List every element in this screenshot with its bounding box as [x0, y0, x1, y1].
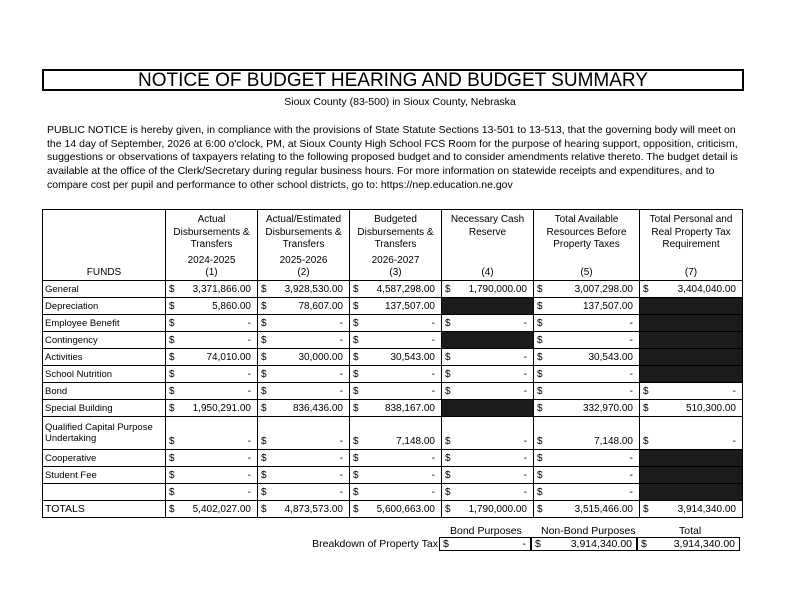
amount-cell — [350, 484, 442, 501]
currency-sign: $ — [537, 369, 543, 380]
currency-sign: $ — [261, 504, 267, 515]
amount-cell — [442, 281, 534, 298]
blank-cell — [640, 332, 743, 349]
amount: 332,970.00 — [582, 403, 633, 414]
currency-sign: $ — [445, 453, 451, 464]
amount-cell — [442, 417, 534, 450]
amount: - — [247, 487, 251, 498]
table-row — [43, 383, 743, 400]
amount-cell — [350, 450, 442, 467]
amount-cell — [442, 349, 534, 366]
amount: 3,515,466.00 — [574, 504, 633, 515]
currency-sign: $ — [261, 318, 267, 329]
amount: 5,402,027.00 — [192, 504, 251, 515]
currency-sign: $ — [261, 403, 267, 414]
currency-sign: $ — [169, 504, 175, 515]
notice-subtitle: Sioux County (83-500) in Sioux County, Nebraska — [284, 96, 516, 108]
table-row — [43, 366, 743, 383]
currency-sign: $ — [537, 284, 543, 295]
amount: - — [629, 369, 633, 380]
amount-cell — [350, 400, 442, 417]
fund-name: TOTALS — [43, 501, 166, 518]
amount-cell — [350, 315, 442, 332]
fund-name — [43, 484, 166, 501]
amount: 7,148.00 — [594, 436, 633, 447]
currency-sign: $ — [643, 386, 649, 397]
fund-name: Special Building — [43, 400, 166, 417]
amount-cell — [350, 467, 442, 484]
blank-cell — [640, 467, 743, 484]
amount-cell — [166, 417, 258, 450]
amount: - — [523, 386, 527, 397]
fund-name: Bond — [43, 383, 166, 400]
amount: - — [247, 369, 251, 380]
amount-cell — [258, 349, 350, 366]
column-header-1 — [166, 210, 258, 281]
currency-sign: $ — [641, 538, 647, 550]
currency-sign: $ — [169, 318, 175, 329]
currency-sign: $ — [353, 386, 359, 397]
amount-cell — [258, 332, 350, 349]
amount: - — [431, 369, 435, 380]
amount-cell — [534, 332, 640, 349]
column-number: (7) — [684, 267, 698, 278]
breakdown-label: Breakdown of Property Tax — [312, 538, 438, 550]
amount: 838,167.00 — [384, 403, 435, 414]
fund-name: Contingency — [43, 332, 166, 349]
amount-cell — [166, 366, 258, 383]
funds-header: FUNDS — [43, 210, 166, 281]
amount-cell — [640, 501, 743, 518]
amount: 1,790,000.00 — [468, 284, 527, 295]
currency-sign: $ — [537, 436, 543, 447]
amount-cell — [442, 501, 534, 518]
amount-cell — [534, 467, 640, 484]
currency-sign: $ — [445, 436, 451, 447]
column-title: Actual Disbursements & Transfers — [173, 214, 250, 250]
amount-cell — [350, 281, 442, 298]
notice-title: NOTICE OF BUDGET HEARING AND BUDGET SUMMARY — [42, 69, 744, 91]
amount: - — [247, 436, 251, 447]
amount: - — [629, 335, 633, 346]
blank-cell — [640, 450, 743, 467]
amount-cell — [640, 383, 743, 400]
column-year: 2026-2027 — [371, 255, 420, 266]
amount: - — [732, 386, 736, 397]
column-title: Budgeted Disbursements & Transfers — [357, 214, 434, 250]
amount: - — [431, 318, 435, 329]
column-header-2 — [258, 210, 350, 281]
amount: 74,010.00 — [206, 352, 251, 363]
column-title: Total Available Resources Before Property Taxes — [546, 214, 627, 250]
currency-sign: $ — [643, 403, 649, 414]
currency-sign: $ — [353, 318, 359, 329]
amount: 30,543.00 — [390, 352, 435, 363]
fund-name: School Nutrition — [43, 366, 166, 383]
bond-purposes-value — [439, 537, 531, 551]
bond-purposes-header: Bond Purposes — [450, 525, 522, 537]
table-row — [43, 467, 743, 484]
amount-cell — [534, 383, 640, 400]
amount-cell — [350, 332, 442, 349]
blank-cell — [442, 298, 534, 315]
amount-cell — [166, 315, 258, 332]
amount: - — [247, 386, 251, 397]
amount-cell — [640, 417, 743, 450]
amount: 3,404,040.00 — [677, 284, 736, 295]
amount: - — [247, 318, 251, 329]
currency-sign: $ — [169, 386, 175, 397]
currency-sign: $ — [535, 538, 541, 550]
amount-cell — [166, 501, 258, 518]
total-header: Total — [679, 525, 702, 537]
total-value — [637, 537, 740, 551]
amount: - — [339, 318, 343, 329]
currency-sign: $ — [261, 453, 267, 464]
currency-sign: $ — [169, 301, 175, 312]
column-number: (2) — [297, 267, 310, 278]
currency-sign: $ — [445, 470, 451, 481]
column-header-3 — [350, 210, 442, 281]
public-notice-text: PUBLIC NOTICE is hereby given, in compliance with the provisions of State Statute Sections 13-501 to 13-513, that the governing body will meet on the 14 day of September, 2026 at 6:00 o'clock, PM, at Sioux County High School FCS Room for the purpose of hearing support, opposition, criticism, suggestions or observations of taxpayers relating to the following proposed budget and to consider amendments relative thereto. The budget detail is available at the office of the Clerk/Secretary during regular business hours. For more information on statewide receipts and expenditures, and to compare cost per pupil and performance to other school districts, go to: https://nep.education.ne.gov — [47, 124, 738, 191]
currency-sign: $ — [445, 386, 451, 397]
amount-cell — [258, 467, 350, 484]
totals-row — [43, 501, 743, 518]
amount-cell — [258, 400, 350, 417]
currency-sign: $ — [169, 352, 175, 363]
amount-cell — [640, 400, 743, 417]
currency-sign: $ — [353, 335, 359, 346]
currency-sign: $ — [353, 403, 359, 414]
amount-cell — [534, 281, 640, 298]
amount-cell — [166, 383, 258, 400]
table-row — [43, 417, 743, 450]
currency-sign: $ — [261, 335, 267, 346]
currency-sign: $ — [643, 284, 649, 295]
column-header-6 — [640, 210, 743, 281]
amount: - — [431, 487, 435, 498]
currency-sign: $ — [261, 301, 267, 312]
currency-sign: $ — [261, 386, 267, 397]
amount: 137,507.00 — [582, 301, 633, 312]
currency-sign: $ — [445, 487, 451, 498]
amount: 4,873,573.00 — [284, 504, 343, 515]
amount-cell — [534, 484, 640, 501]
fund-name: Student Fee — [43, 467, 166, 484]
blank-cell — [640, 298, 743, 315]
budget-summary-table — [42, 209, 743, 518]
amount: - — [523, 487, 527, 498]
column-title: Total Personal and Real Property Tax Requirement — [649, 214, 733, 250]
currency-sign: $ — [445, 284, 451, 295]
currency-sign: $ — [169, 403, 175, 414]
table-row — [43, 332, 743, 349]
amount-cell — [166, 484, 258, 501]
currency-sign: $ — [353, 352, 359, 363]
column-number: (3) — [389, 267, 402, 278]
amount-cell — [350, 383, 442, 400]
currency-sign: $ — [353, 301, 359, 312]
amount-cell — [258, 383, 350, 400]
currency-sign: $ — [169, 453, 175, 464]
table-row — [43, 400, 743, 417]
currency-sign: $ — [169, 436, 175, 447]
blank-cell — [640, 315, 743, 332]
currency-sign: $ — [261, 352, 267, 363]
amount-cell — [640, 281, 743, 298]
blank-cell — [442, 400, 534, 417]
blank-cell — [640, 349, 743, 366]
currency-sign: $ — [445, 504, 451, 515]
currency-sign: $ — [169, 335, 175, 346]
amount-cell — [534, 366, 640, 383]
amount-cell — [350, 366, 442, 383]
table-row — [43, 298, 743, 315]
amount-cell — [258, 298, 350, 315]
currency-sign: $ — [353, 504, 359, 515]
currency-sign: $ — [169, 369, 175, 380]
amount: 3,928,530.00 — [284, 284, 343, 295]
currency-sign: $ — [261, 487, 267, 498]
amount: 3,007,298.00 — [574, 284, 633, 295]
amount: 5,600,663.00 — [376, 504, 435, 515]
currency-sign: $ — [353, 284, 359, 295]
currency-sign: $ — [169, 487, 175, 498]
amount: - — [629, 453, 633, 464]
amount-cell — [534, 315, 640, 332]
amount: - — [523, 453, 527, 464]
blank-cell — [640, 484, 743, 501]
amount: 1,950,291.00 — [192, 403, 251, 414]
amount: - — [431, 386, 435, 397]
amount-cell — [166, 400, 258, 417]
amount-cell — [442, 450, 534, 467]
currency-sign: $ — [261, 369, 267, 380]
currency-sign: $ — [445, 369, 451, 380]
table-row — [43, 349, 743, 366]
amount-cell — [258, 450, 350, 467]
amount: - — [339, 470, 343, 481]
currency-sign: $ — [353, 470, 359, 481]
amount: - — [431, 470, 435, 481]
amount: - — [247, 470, 251, 481]
table-row — [43, 281, 743, 298]
amount-cell — [442, 484, 534, 501]
amount: 137,507.00 — [384, 301, 435, 312]
amount-cell — [258, 417, 350, 450]
amount: 78,607.00 — [298, 301, 343, 312]
amount-cell — [166, 281, 258, 298]
amount: - — [629, 487, 633, 498]
amount-cell — [350, 298, 442, 315]
amount-cell — [258, 484, 350, 501]
amount: 3,914,340.00 — [673, 538, 735, 550]
amount-cell — [350, 349, 442, 366]
amount-cell — [534, 298, 640, 315]
amount-cell — [166, 450, 258, 467]
fund-name: General — [43, 281, 166, 298]
column-title: Actual/Estimated Disbursements & Transfers — [265, 214, 342, 250]
blank-cell — [640, 366, 743, 383]
fund-name: Employee Benefit — [43, 315, 166, 332]
amount: 3,914,340.00 — [570, 538, 632, 550]
amount-cell — [442, 467, 534, 484]
column-number: (1) — [205, 267, 218, 278]
amount: - — [629, 386, 633, 397]
fund-name: Qualified Capital Purpose Undertaking — [43, 417, 166, 450]
currency-sign: $ — [445, 352, 451, 363]
amount-cell — [534, 501, 640, 518]
blank-cell — [442, 332, 534, 349]
currency-sign: $ — [537, 318, 543, 329]
currency-sign: $ — [537, 403, 543, 414]
amount-cell — [442, 315, 534, 332]
amount: - — [247, 335, 251, 346]
amount: - — [523, 470, 527, 481]
amount: 3,371,866.00 — [192, 284, 251, 295]
amount: - — [339, 369, 343, 380]
column-number: (4) — [481, 267, 494, 278]
column-year: 2025-2026 — [279, 255, 328, 266]
currency-sign: $ — [353, 453, 359, 464]
currency-sign: $ — [353, 436, 359, 447]
amount: 4,587,298.00 — [376, 284, 435, 295]
amount-cell — [534, 400, 640, 417]
amount-cell — [166, 298, 258, 315]
amount: - — [523, 369, 527, 380]
amount-cell — [442, 383, 534, 400]
non-bond-purposes-header: Non-Bond Purposes — [541, 525, 636, 537]
amount: - — [732, 436, 736, 447]
amount-cell — [350, 417, 442, 450]
fund-name: Depreciation — [43, 298, 166, 315]
amount: - — [629, 318, 633, 329]
amount: 1,790,000.00 — [468, 504, 527, 515]
amount-cell — [258, 501, 350, 518]
currency-sign: $ — [537, 301, 543, 312]
amount: - — [523, 318, 527, 329]
amount: 5,860.00 — [212, 301, 251, 312]
currency-sign: $ — [353, 487, 359, 498]
currency-sign: $ — [537, 335, 543, 346]
amount: 510,300.00 — [685, 403, 736, 414]
amount-cell — [534, 450, 640, 467]
amount-cell — [258, 366, 350, 383]
column-title: Necessary Cash Reserve — [450, 214, 525, 238]
amount: - — [522, 538, 526, 550]
fund-name: Activities — [43, 349, 166, 366]
amount-cell — [442, 366, 534, 383]
fund-name: Cooperative — [43, 450, 166, 467]
amount-cell — [350, 501, 442, 518]
amount: - — [339, 453, 343, 464]
column-number: (5) — [580, 267, 593, 278]
currency-sign: $ — [537, 504, 543, 515]
amount: 30,000.00 — [298, 352, 343, 363]
column-year: 2024-2025 — [187, 255, 236, 266]
currency-sign: $ — [443, 538, 449, 550]
amount-cell — [166, 349, 258, 366]
amount-cell — [258, 281, 350, 298]
currency-sign: $ — [537, 487, 543, 498]
amount: - — [431, 453, 435, 464]
table-row — [43, 484, 743, 501]
currency-sign: $ — [537, 352, 543, 363]
currency-sign: $ — [537, 453, 543, 464]
amount: - — [339, 335, 343, 346]
amount-cell — [166, 332, 258, 349]
column-header-4 — [442, 210, 534, 281]
amount: - — [247, 453, 251, 464]
amount: - — [523, 436, 527, 447]
amount: 30,543.00 — [588, 352, 633, 363]
table-row — [43, 315, 743, 332]
currency-sign: $ — [353, 369, 359, 380]
currency-sign: $ — [169, 284, 175, 295]
currency-sign: $ — [261, 470, 267, 481]
currency-sign: $ — [643, 504, 649, 515]
amount: 3,914,340.00 — [677, 504, 736, 515]
amount: - — [431, 335, 435, 346]
amount: - — [629, 470, 633, 481]
amount: 836,436.00 — [292, 403, 343, 414]
currency-sign: $ — [261, 436, 267, 447]
column-header-5 — [534, 210, 640, 281]
amount-cell — [166, 467, 258, 484]
currency-sign: $ — [445, 318, 451, 329]
non-bond-purposes-value — [531, 537, 637, 551]
currency-sign: $ — [169, 470, 175, 481]
currency-sign: $ — [261, 284, 267, 295]
table-row — [43, 450, 743, 467]
amount: - — [339, 386, 343, 397]
amount: 7,148.00 — [396, 436, 435, 447]
amount-cell — [534, 349, 640, 366]
amount: - — [339, 436, 343, 447]
currency-sign: $ — [537, 470, 543, 481]
amount-cell — [534, 417, 640, 450]
amount-cell — [258, 315, 350, 332]
currency-sign: $ — [537, 386, 543, 397]
amount: - — [339, 487, 343, 498]
currency-sign: $ — [643, 436, 649, 447]
amount: - — [523, 352, 527, 363]
